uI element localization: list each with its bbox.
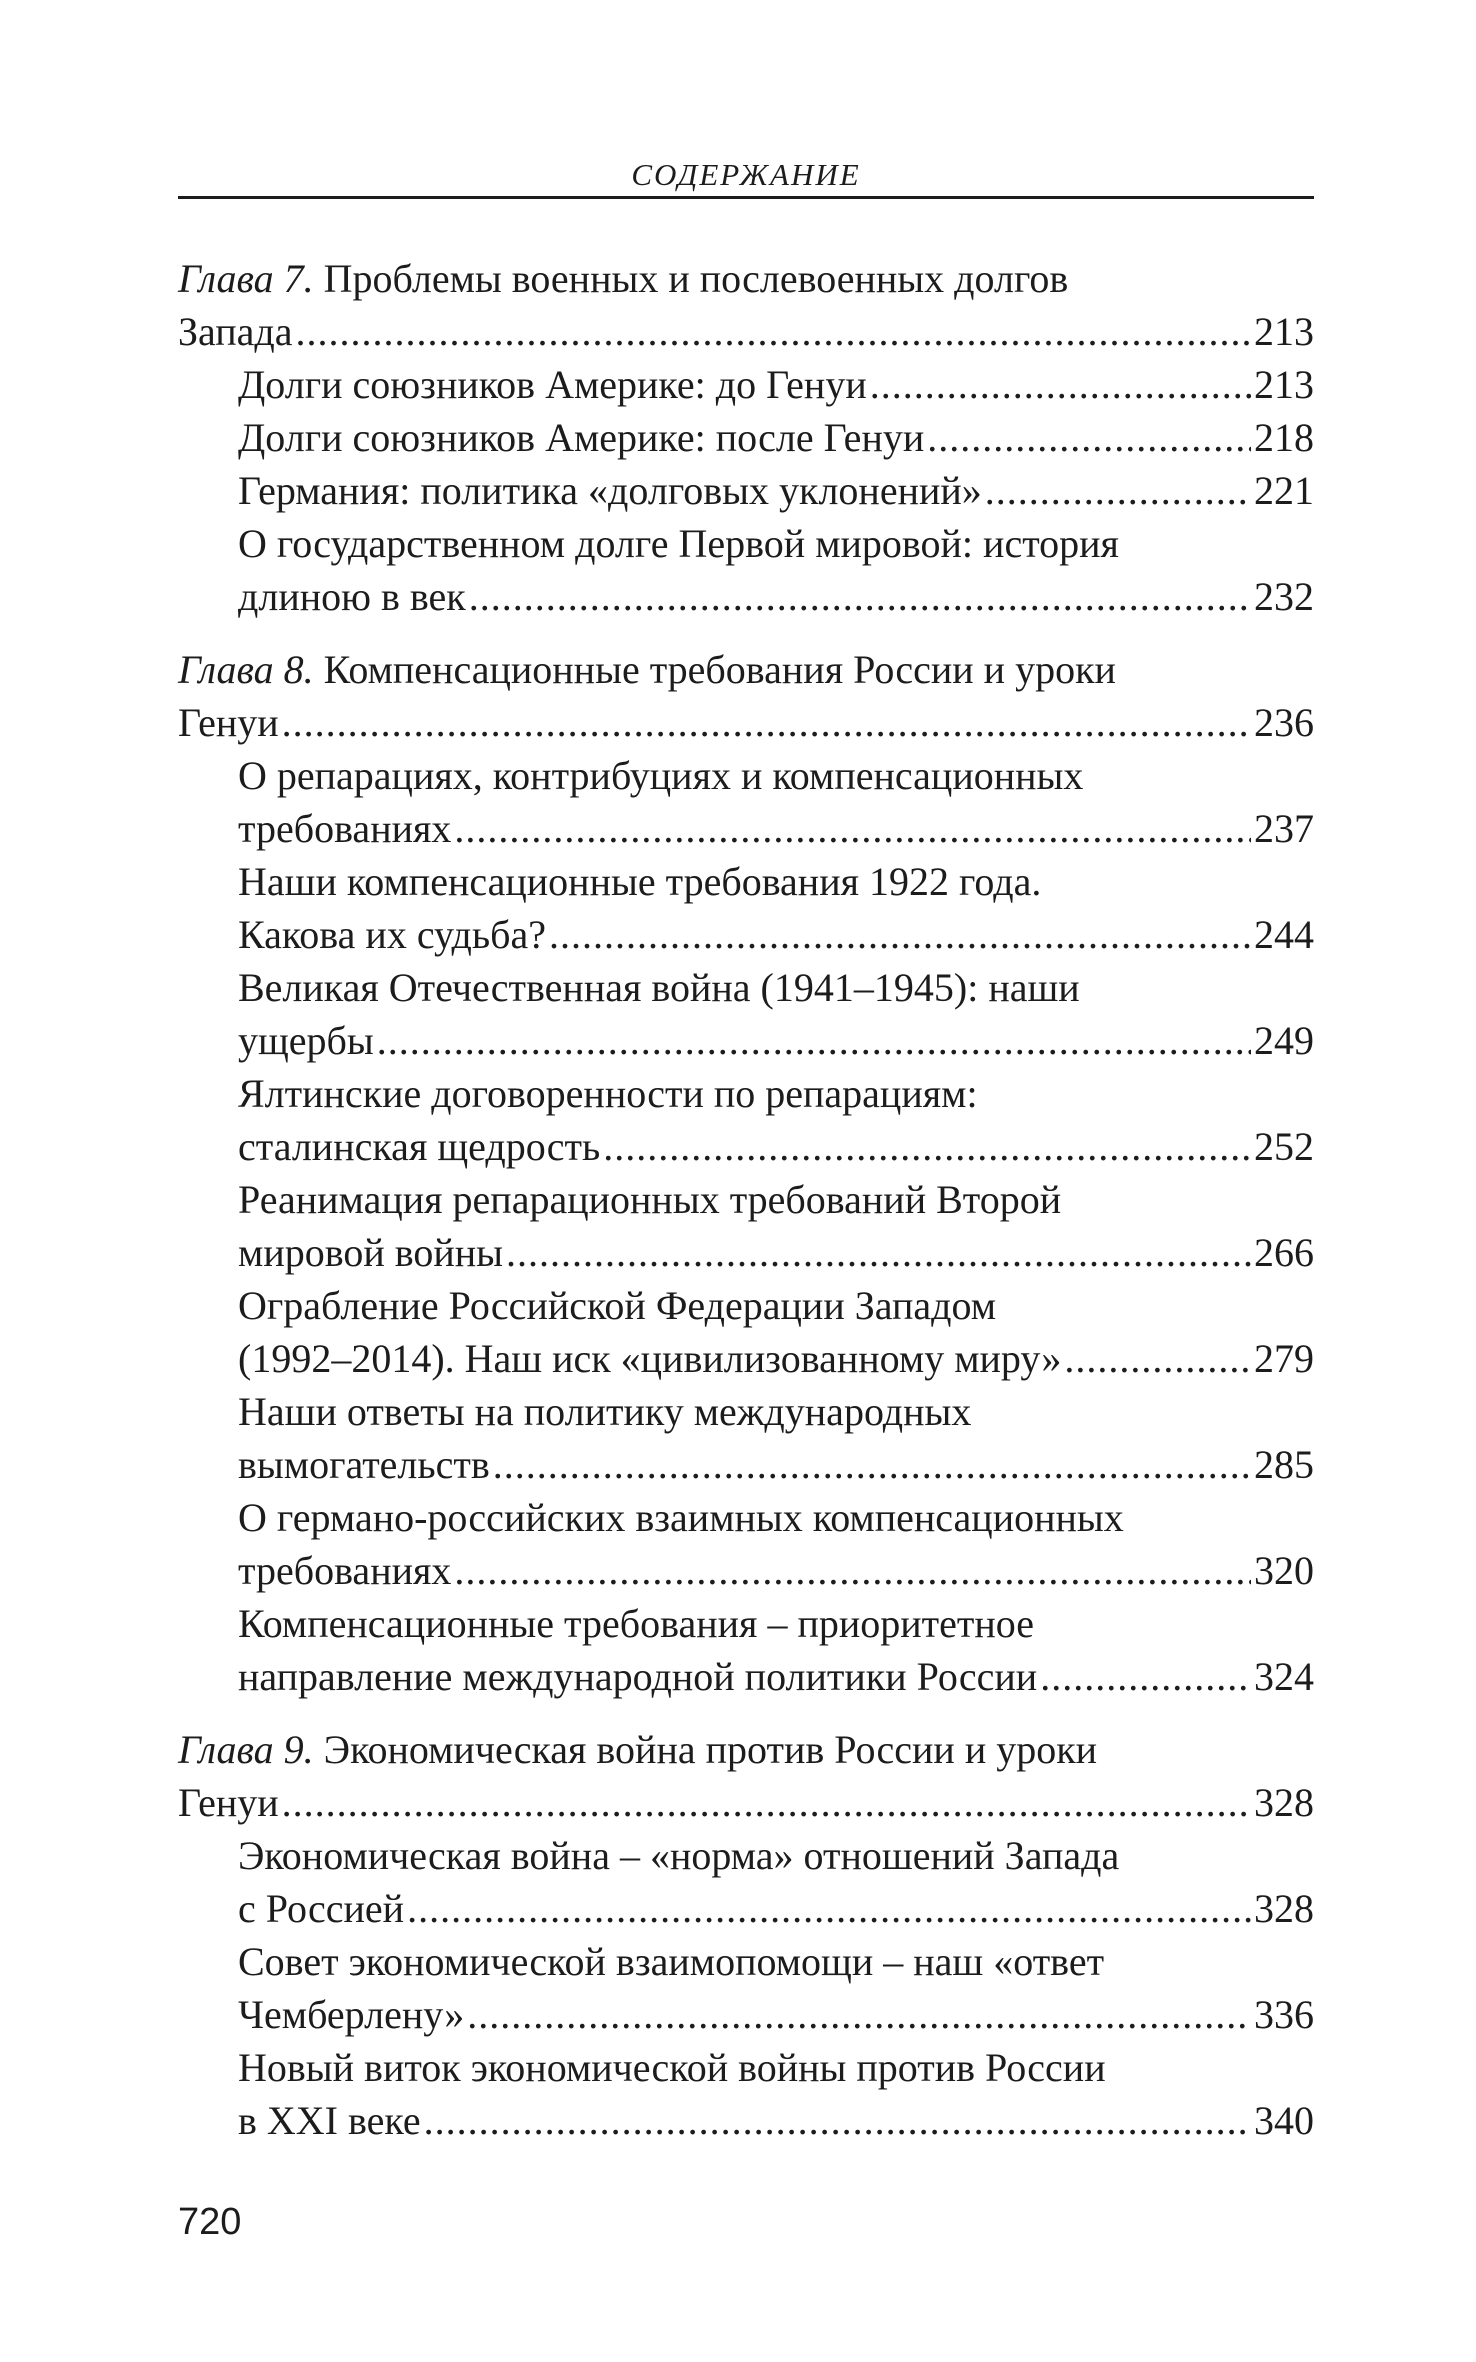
chapter-heading[interactable] xyxy=(178,252,1314,358)
dot-leader xyxy=(493,1438,1251,1491)
section-title-last-line: (1992–2014). Наш иск «цивилизованному миру» xyxy=(238,1336,1062,1381)
section-page-number: 237 xyxy=(1254,806,1314,851)
section-entry[interactable] xyxy=(178,1491,1314,1597)
dot-leader xyxy=(282,1776,1251,1829)
section-page-number: 249 xyxy=(1254,1018,1314,1063)
section-title-last-line: Чемберлену» xyxy=(238,1992,465,2037)
section-entry[interactable] xyxy=(178,1067,1314,1173)
chapter-title-last-line: Запада xyxy=(178,309,293,354)
chapter-label: Глава 9. xyxy=(178,1727,314,1772)
chapter-title-text: Проблемы военных и послевоенных долгов xyxy=(323,256,1069,301)
dot-leader xyxy=(424,2094,1251,2147)
chapter-title-line xyxy=(178,1723,1314,1776)
chapter-page-number: 213 xyxy=(1254,309,1314,354)
dot-leader xyxy=(282,696,1251,749)
section-title-line: Совет экономической взаимопомощи – наш «ответ xyxy=(238,1939,1105,1984)
section-title-line: Великая Отечественная война (1941–1945): наши xyxy=(238,965,1080,1010)
section-page-number: 232 xyxy=(1254,574,1314,619)
dot-leader xyxy=(296,305,1251,358)
section-title-line: Новый виток экономической войны против России xyxy=(238,2045,1106,2090)
chapter-title-line xyxy=(178,252,1314,305)
section-entry[interactable] xyxy=(178,411,1314,464)
section-title-last-line: ущербы xyxy=(238,1018,374,1063)
dot-leader xyxy=(506,1226,1251,1279)
dot-leader xyxy=(377,1014,1251,1067)
section-title-line: О государственном долге Первой мировой: история xyxy=(238,521,1119,566)
section-page-number: 266 xyxy=(1254,1230,1314,1275)
section-entry[interactable] xyxy=(178,464,1314,517)
toc-chapter xyxy=(178,643,1314,1703)
section-title-last-line: вымогательств xyxy=(238,1442,490,1487)
chapter-title-text: Экономическая война против России и уроки xyxy=(323,1727,1098,1772)
section-page-number: 218 xyxy=(1254,415,1314,460)
section-entry[interactable] xyxy=(178,358,1314,411)
dot-leader xyxy=(407,1882,1251,1935)
section-page-number: 340 xyxy=(1254,2098,1314,2143)
chapter-title-text: Компенсационные требования России и уроки xyxy=(323,647,1116,692)
section-title-line: О репарациях, контрибуциях и компенсационных xyxy=(238,753,1084,798)
section-entry[interactable] xyxy=(178,1279,1314,1385)
section-title-last-line: сталинская щедрость xyxy=(238,1124,601,1169)
section-title-last-line: требованиях xyxy=(238,1548,452,1593)
chapter-page-number: 328 xyxy=(1254,1780,1314,1825)
chapter-heading[interactable] xyxy=(178,1723,1314,1829)
section-title-last-line: в XXI веке xyxy=(238,2098,421,2143)
section-entry[interactable] xyxy=(178,1597,1314,1703)
toc-chapter xyxy=(178,252,1314,623)
dot-leader xyxy=(467,1988,1251,2041)
section-page-number: 279 xyxy=(1254,1336,1314,1381)
section-title-line: Наши ответы на политику международных xyxy=(238,1389,972,1434)
section-entry[interactable] xyxy=(178,1173,1314,1279)
section-title-last-line: Какова их судьба? xyxy=(238,912,546,957)
section-page-number: 244 xyxy=(1254,912,1314,957)
dot-leader xyxy=(870,358,1251,411)
page-number: 720 xyxy=(178,2201,242,2243)
section-page-number: 336 xyxy=(1254,1992,1314,2037)
section-title-last-line: с Россией xyxy=(238,1886,405,1931)
section-title-line: Компенсационные требования – приоритетное xyxy=(238,1601,1035,1646)
dot-leader xyxy=(927,411,1251,464)
section-title-line: О германо-российских взаимных компенсационных xyxy=(238,1495,1124,1540)
dot-leader xyxy=(469,570,1251,623)
dot-leader xyxy=(454,802,1251,855)
dot-leader xyxy=(1064,1332,1251,1385)
table-of-contents xyxy=(178,252,1314,2167)
dot-leader xyxy=(1040,1650,1251,1703)
section-page-number: 213 xyxy=(1254,362,1314,407)
section-entry[interactable] xyxy=(178,1385,1314,1491)
section-title-last-line: Долги союзников Америке: после Генуи xyxy=(238,415,925,460)
chapter-label: Глава 7. xyxy=(178,256,314,301)
section-title-line: Ограбление Российской Федерации Западом xyxy=(238,1283,997,1328)
running-header: СОДЕРЖАНИЕ xyxy=(631,157,861,192)
section-title-line: Наши компенсационные требования 1922 года. xyxy=(238,859,1042,904)
dot-leader xyxy=(549,908,1251,961)
dot-leader xyxy=(985,464,1251,517)
section-title-last-line: требованиях xyxy=(238,806,452,851)
section-entry[interactable] xyxy=(178,1935,1314,2041)
section-entry[interactable] xyxy=(178,2041,1314,2147)
section-page-number: 320 xyxy=(1254,1548,1314,1593)
toc-chapter xyxy=(178,1723,1314,2147)
section-title-last-line: Долги союзников Америке: до Генуи xyxy=(238,362,867,407)
section-page-number: 328 xyxy=(1254,1886,1314,1931)
section-title-line: Реанимация репарационных требований Второй xyxy=(238,1177,1062,1222)
section-title-last-line: Германия: политика «долговых уклонений» xyxy=(238,468,982,513)
section-title-last-line: мировой войны xyxy=(238,1230,504,1275)
section-title-line: Экономическая война – «норма» отношений Запада xyxy=(238,1833,1120,1878)
section-entry[interactable] xyxy=(178,1829,1314,1935)
section-entry[interactable] xyxy=(178,749,1314,855)
section-entry[interactable] xyxy=(178,855,1314,961)
section-page-number: 221 xyxy=(1254,468,1314,513)
chapter-title-last-line: Генуи xyxy=(178,700,279,745)
section-title-last-line: направление международной политики России xyxy=(238,1654,1038,1699)
dot-leader xyxy=(454,1544,1251,1597)
dot-leader xyxy=(603,1120,1251,1173)
chapter-label: Глава 8. xyxy=(178,647,314,692)
section-page-number: 252 xyxy=(1254,1124,1314,1169)
chapter-title-last-line: Генуи xyxy=(178,1780,279,1825)
section-page-number: 285 xyxy=(1254,1442,1314,1487)
section-page-number: 324 xyxy=(1254,1654,1314,1699)
chapter-title-line xyxy=(178,643,1314,696)
chapter-page-number: 236 xyxy=(1254,700,1314,745)
section-entry[interactable] xyxy=(178,961,1314,1067)
section-title-line: Ялтинские договоренности по репарациям: xyxy=(238,1071,978,1116)
header-rule xyxy=(178,196,1314,199)
section-title-last-line: длиною в век xyxy=(238,574,466,619)
chapter-heading[interactable] xyxy=(178,643,1314,749)
section-entry[interactable] xyxy=(178,517,1314,623)
